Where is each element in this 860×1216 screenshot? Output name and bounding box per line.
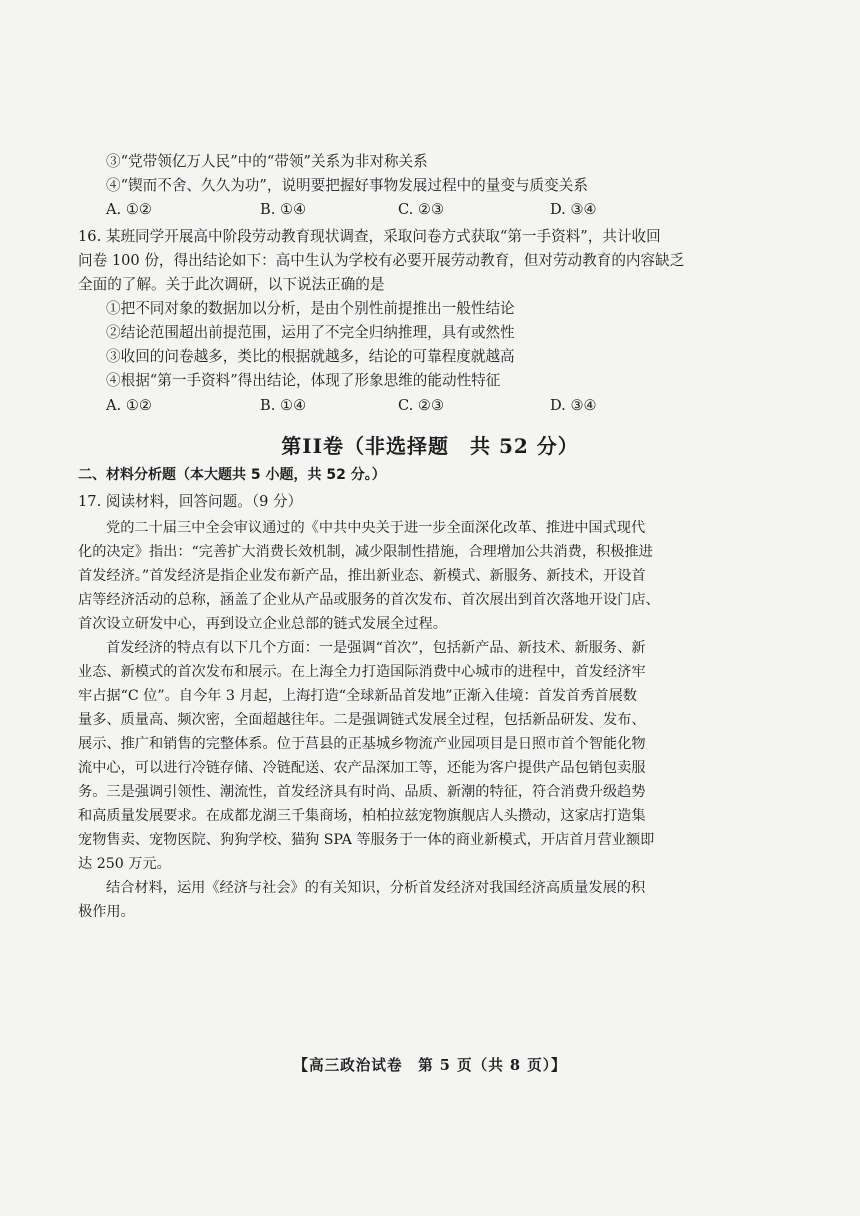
q17-p2-line-8: 和高质量发展要求。在成都龙湖三千集商场，柏柏拉兹宠物旗舰店人头攒动，这家店打造集 (78, 808, 646, 824)
q16-item-3: ③收回的问卷越多，类比的根据就越多，结论的可靠程度就越高 (106, 348, 515, 365)
q17-p1-line-1: 党的二十届三中全会审议通过的《中共中央关于进一步全面深化改革、推进中国式现代 (106, 520, 646, 536)
q15-option-a: A. ①② (106, 201, 152, 218)
q17-p2-line-1: 首发经济的特点有以下几个方面：一是强调“首次”，包括新产品、新技术、新服务、新 (106, 640, 646, 656)
q16-option-b: B. ①④ (260, 397, 307, 414)
q17-p1-line-3: 首发经济。”首发经济是指企业发布新产品，推出新业态、新模式、新服务、新技术，开设首 (78, 568, 646, 584)
q15-item-4: ④“锲而不舍、久久为功”，说明要把握好事物发展过程中的量变与质变关系 (106, 177, 588, 194)
q15-option-d: D. ③④ (550, 201, 597, 218)
q15-option-b: B. ①④ (260, 201, 307, 218)
q17-p2-line-7: 务。三是强调引领性、潮流性，首发经济具有时尚、品质、新潮的特征，符合消费升级趋势 (78, 784, 646, 800)
q16-stem-line-2: 问卷 100 份，得出结论如下：高中生认为学校有必要开展劳动教育，但对劳动教育的内容缺乏 (78, 252, 685, 269)
q17-p1-line-2: 化的决定》指出：“完善扩大消费长效机制，减少限制性措施，合理增加公共消费，积极推进 (78, 544, 653, 560)
q16-option-c: C. ②③ (398, 397, 445, 414)
section-2-title: 第II卷（非选择题 共 52 分） (281, 434, 579, 458)
q17-p1-line-5: 首次设立研发中心，再到设立企业总部的链式发展全过程。 (78, 616, 447, 632)
q16-stem-line-1: 16. 某班同学开展高中阶段劳动教育现状调查，采取问卷方式获取“第一手资料”，共计收回 (78, 228, 661, 245)
q17-p2-line-9: 宠物售卖、宠物医院、狗狗学校、猫狗 SPA 等服务于一体的商业新模式，开店首月营业额即 (78, 832, 655, 848)
q16-item-4: ④根据“第一手资料”得出结论，体现了形象思维的能动性特征 (106, 372, 501, 389)
q17-stem: 17. 阅读材料，回答问题。（9 分） (78, 493, 303, 510)
q16-item-1: ①把不同对象的数据加以分析，是由个别性前提推出一般性结论 (106, 300, 515, 317)
q17-p1-line-4: 店等经济活动的总称，涵盖了企业从产品或服务的首次发布、首次展出到首次落地开设门店、 (78, 592, 660, 608)
q17-p2-line-3: 牢占据“C 位”。自今年 3 月起，上海打造“全球新品首发地”正渐入佳境：首发首秀首展数 (78, 688, 637, 704)
q17-p2-line-2: 业态、新模式的首次发布和展示。在上海全力打造国际消费中心城市的进程中，首发经济牢 (78, 664, 646, 680)
q16-item-2: ②结论范围超出前提范围，运用了不完全归纳推理，具有或然性 (106, 324, 515, 341)
q15-item-3: ③“党带领亿万人民”中的“带领”关系为非对称关系 (106, 153, 428, 170)
page-footer: 【高三政治试卷 第 5 页（共 8 页）】 (293, 1057, 567, 1074)
q16-option-a: A. ①② (106, 397, 152, 414)
q17-question-line-2: 极作用。 (78, 904, 135, 920)
q15-option-c: C. ②③ (398, 201, 445, 218)
q17-p2-line-6: 流中心，可以进行冷链存储、冷链配送、农产品深加工等，还能为客户提供产品包销包卖服 (78, 760, 646, 776)
q16-option-d: D. ③④ (550, 397, 597, 414)
q17-p2-line-5: 展示、推广和销售的完整体系。位于莒县的正基城乡物流产业园项目是日照市首个智能化物 (78, 736, 646, 752)
q17-p2-line-4: 量多、质量高、频次密，全面超越往年。二是强调链式发展全过程，包括新品研发、发布、 (78, 712, 646, 728)
q17-p2-line-10: 达 250 万元。 (78, 856, 171, 872)
part-2-heading: 二、材料分析题（本大题共 5 小题，共 52 分。） (78, 467, 386, 483)
q16-stem-line-3: 全面的了解。关于此次调研，以下说法正确的是 (78, 276, 385, 293)
q17-question-line-1: 结合材料，运用《经济与社会》的有关知识，分析首发经济对我国经济高质量发展的积 (106, 880, 646, 896)
